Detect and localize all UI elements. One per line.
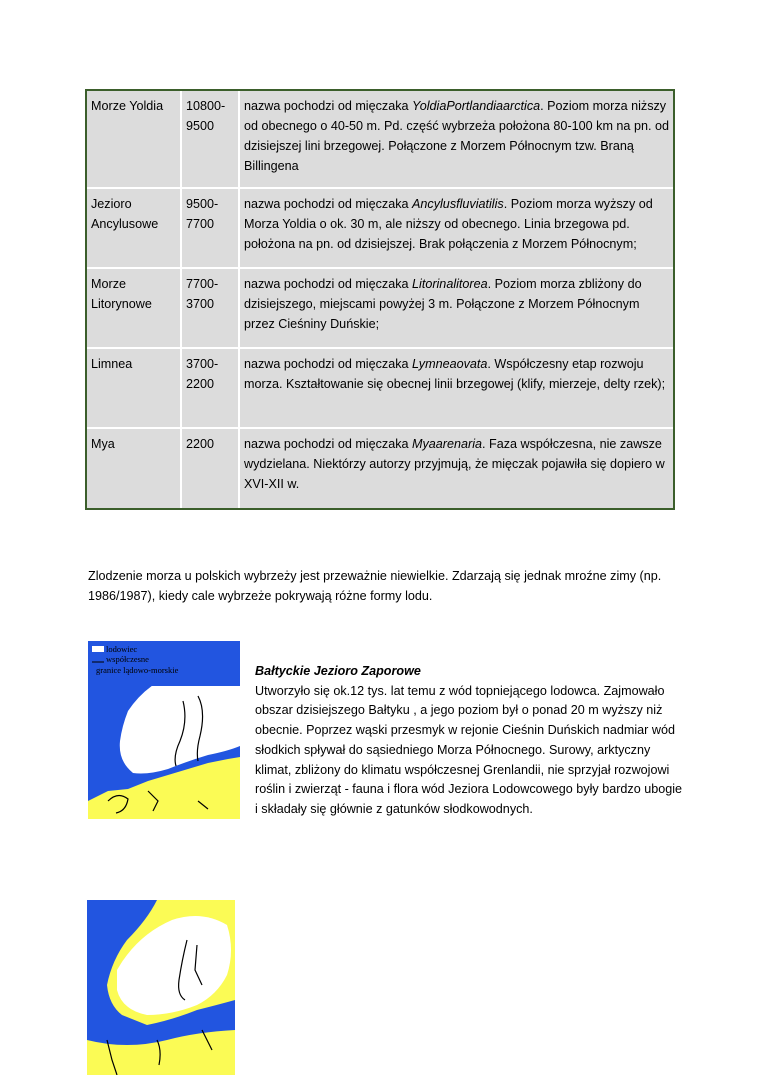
table-row <box>87 428 673 508</box>
legend-ice-label: lodowiec <box>106 644 138 654</box>
baltic-map-2 <box>87 900 235 1075</box>
period-years: 2200 <box>181 428 239 508</box>
period-name: Jezioro Ancylusowe <box>87 188 181 268</box>
section-ice-lake <box>255 662 685 820</box>
period-years: 9500- 7700 <box>181 188 239 268</box>
periods-table-grid <box>87 91 673 508</box>
period-name: Mya <box>87 428 181 508</box>
table-row <box>87 188 673 268</box>
period-description: nazwa pochodzi od mięczaka Litorinalitorea. Poziom morza zbliżony do dzisiejszego, miejscami powyżej 3 m. Połączone z Morzem Północnym przez Cieśniny Duńskie; <box>239 268 673 348</box>
legend-ice-swatch <box>92 646 104 652</box>
period-description: nazwa pochodzi od mięczaka Myaarenaria. Faza współczesna, nie zawsze wydzielana. Niektórzy autorzy przyjmują, że mięczak pojawiła się dopiero w XVI-XII w. <box>244 437 665 491</box>
legend-border-label-1: współczesne <box>106 654 149 664</box>
ice-paragraph: Zlodzenie morza u polskich wybrzeży jest przeważnie niewielkie. Zdarzają się jednak mroźne zimy (np. 1986/1987), kiedy cale wybrzeże pokrywają różne formy lodu. <box>88 569 662 603</box>
period-description: nazwa pochodzi od mięczaka YoldiaPortlandiaarctica. Poziom morza niższy od obecnego o 40-50 m. Pd. część wybrzeża położona 80-100 km na pn. od dzisiejszej lini brzegowej. Połączone z Morzem Północnym tzw. Braną Billingena <box>239 91 673 188</box>
period-name: Morze Yoldia <box>87 91 181 188</box>
section-body: Utworzyło się ok.12 tys. lat temu z wód topniejącego lodowca. Zajmowało obszar dzisiejszego Bałtyku , a jego poziom był o ponad 20 m wyższy niż obecnie. Poprzez wąski przesmyk w rejonie Cieśnin Duńskich nadmiar wód słodkich spływał do sąsiedniego Morza Północnego. Surowy, arktyczny klimat, zbliżony do klimatu współczesnej Grenlandii, nie sprzyjał rozwojowi roślin i zwierząt - fauna i flora wód Jeziora Lodowcowego były bardzo ubogie i składały się głównie z gatunków słodkowodnych. <box>255 683 683 816</box>
period-years: 10800- 9500 <box>181 91 239 188</box>
periods-table <box>85 89 675 510</box>
table-row <box>87 91 673 188</box>
legend-border-label-2: granice lądowo-morskie <box>96 665 179 675</box>
baltic-ice-lake-map <box>88 641 240 819</box>
period-name: Limnea <box>87 348 181 428</box>
section-title: Bałtyckie Jezioro Zaporowe <box>255 664 421 678</box>
period-description: nazwa pochodzi od mięczaka Lymneaovata. Współczesny etap rozwoju morza. Kształtowanie się obecnej linii brzegowej (klify, mierzeje, delty rzek); <box>239 348 673 428</box>
period-description: nazwa pochodzi od mięczaka Ancylusfluviatilis. Poziom morza wyższy od Morza Yoldia o ok. 30 m, ale niższy od obecnego. Linia brzegowa pd. położona na pn. od dzisiejszej. Brak połączenia z Morzem Północnym; <box>239 188 673 268</box>
table-row <box>87 348 673 428</box>
table-row <box>87 268 673 348</box>
period-years: 7700- 3700 <box>181 268 239 348</box>
period-name: Morze Litorynowe <box>87 268 181 348</box>
period-years: 3700- 2200 <box>181 348 239 428</box>
